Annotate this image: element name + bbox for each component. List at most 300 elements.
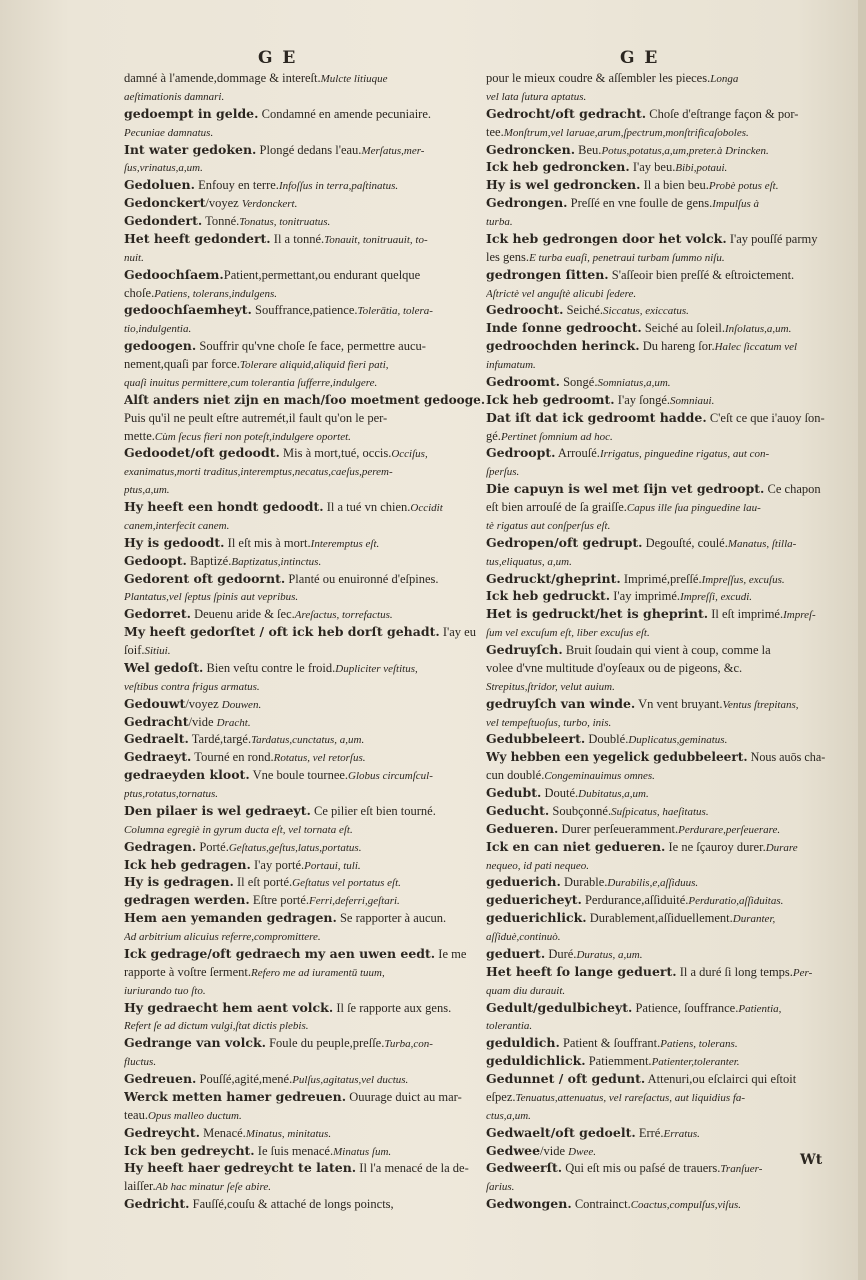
french-gloss: Preſſé en vne foulle de gens. <box>567 196 713 211</box>
latin-gloss: Ventus ſtrepitans, <box>722 698 799 711</box>
latin-gloss: Bibi,potaui. <box>675 162 728 175</box>
dictionary-entry-line <box>486 302 830 320</box>
headword: Gedroocht. <box>486 302 564 318</box>
latin-gloss: exanimatus,morti traditus,interemptus,necatus,caeſus,perem- <box>124 466 393 479</box>
dictionary-entry-line <box>124 213 488 231</box>
headword: Gedruckt/gheprint. <box>486 570 621 586</box>
french-gloss: Patient & ſouffrant. <box>559 1036 661 1051</box>
dictionary-entry-line <box>124 142 488 160</box>
french-gloss: Porté. <box>196 839 229 854</box>
latin-gloss: E turba euaſi, penetraui turbam ſummo niſu. <box>529 251 725 264</box>
latin-gloss: Minatus ſum. <box>333 1145 392 1158</box>
headword: gedrongen ſitten. <box>486 266 609 282</box>
latin-gloss: Cùm ſecus fieri non poteſt,indulgere oportet. <box>154 430 351 443</box>
dictionary-entry-line <box>124 660 488 678</box>
latin-gloss: Mulcte litiuque <box>320 73 388 85</box>
french-gloss: Durablement,aſſiduellement. <box>586 911 733 926</box>
latin-gloss: aſſiduè,continuò. <box>486 931 561 943</box>
latin-gloss: tio,indulgentia. <box>124 323 192 336</box>
french-gloss: cun doublé. <box>486 768 545 783</box>
french-gloss: Il a duré ſi long temps. <box>676 964 793 979</box>
headword: Dat iſt dat ick gedroomt hadde. <box>486 409 707 425</box>
french-gloss: tee. <box>486 124 504 139</box>
french-gloss: Enfouy en terre. <box>194 178 279 193</box>
dictionary-entry-line <box>124 106 488 124</box>
french-gloss: Degouſté, coulé. <box>642 535 728 550</box>
dictionary-entry-line <box>124 767 488 785</box>
right-column <box>486 70 830 1214</box>
french-gloss: Nous auōs cha- <box>747 750 826 765</box>
dictionary-entry-line <box>486 1053 830 1071</box>
headword: Gedoodet/oft gedoodt. <box>124 445 280 461</box>
french-gloss: Tourné en rond. <box>191 750 274 765</box>
headword: Gedorret. <box>124 606 191 622</box>
french-gloss: Il eſt porté. <box>233 875 293 890</box>
headword: Wy hebben een yegelick gedubbeleert. <box>486 750 748 765</box>
dictionary-entry-line <box>486 285 830 303</box>
dictionary-entry-line <box>124 785 488 803</box>
headword: gedroochden herinck. <box>486 338 640 354</box>
french-gloss: Ie ne ſçauroy durer. <box>665 839 766 854</box>
latin-gloss: Merſatus,mer- <box>361 144 425 157</box>
dictionary-entry-line <box>124 445 488 463</box>
headword: Alſt anders niet zijn en mach/ſoo moetment gedooge. <box>124 392 486 407</box>
french-gloss: Il a tonné. <box>270 231 325 246</box>
french-gloss: Deuenu aride & ſec. <box>190 607 295 622</box>
dictionary-entry-line <box>486 410 830 428</box>
french-gloss: Vne boule tournee. <box>249 768 349 783</box>
french-gloss: Patience, ſouffrance. <box>632 1000 739 1015</box>
french-gloss: Pouſſé,agité,mené. <box>196 1072 293 1086</box>
french-gloss: Condamné en amende pecuniaire. <box>258 106 431 121</box>
dictionary-entry-line <box>486 88 830 106</box>
latin-gloss: Pertinet ſomnium ad hoc. <box>500 430 613 443</box>
dictionary-entry-line <box>486 588 830 606</box>
headword: gedraeyden kloot. <box>124 767 250 783</box>
headword: Gedrocht/oft gedracht. <box>486 105 647 121</box>
dictionary-entry-line <box>486 642 830 660</box>
header-right-letters: G E <box>620 48 660 68</box>
dictionary-entry-line <box>486 249 830 267</box>
latin-gloss: Impreſ- <box>783 609 816 622</box>
dictionary-entry-line <box>124 285 488 303</box>
french-gloss: Fauſſé,couſu & attaché de longs poincts, <box>189 1197 394 1212</box>
french-gloss: I'ay ſongé. <box>614 392 671 407</box>
latin-gloss: Ab hac minatur ſeſe abire. <box>155 1181 271 1194</box>
french-gloss: ſoif. <box>124 643 145 657</box>
dictionary-entry-line <box>124 177 488 195</box>
dictionary-entry-line <box>486 767 830 785</box>
headword: Gedoopt. <box>124 552 187 568</box>
headword: Gedorent oft gedoornt. <box>124 570 286 586</box>
dictionary-entry-line <box>124 535 488 553</box>
french-gloss: I'ay eu <box>439 625 476 640</box>
dictionary-entry-line <box>486 910 830 928</box>
headword: Gedreuen. <box>124 1071 197 1086</box>
dictionary-entry-line <box>486 553 830 571</box>
headword: Gedrongen. <box>486 195 568 211</box>
dictionary-entry-line <box>124 481 488 499</box>
french-gloss: Patiemment. <box>585 1054 652 1069</box>
dictionary-entry-line <box>486 374 830 392</box>
headword: Ick en can niet gedueren. <box>486 838 666 854</box>
dictionary-entry-line <box>124 803 488 821</box>
dictionary-entry-line <box>124 964 488 982</box>
dictionary-entry-line <box>124 571 488 589</box>
dictionary-entry-line <box>486 785 830 803</box>
dictionary-entry-line <box>124 1125 488 1143</box>
dictionary-entry-line <box>486 714 830 732</box>
french-gloss: Seiché au ſoleil. <box>641 321 726 336</box>
dictionary-entry-line <box>486 696 830 714</box>
dictionary-entry-line <box>486 857 830 875</box>
french-gloss: Attenuri,ou eſclairci qui eſtoit <box>645 1072 797 1086</box>
french-gloss: Puis qu'il ne peult eſtre autremét,il fault qu'on le per- <box>124 410 388 425</box>
dictionary-entry-line <box>486 1000 830 1018</box>
latin-gloss: Douwen. <box>221 698 262 711</box>
dictionary-entry-line <box>486 428 830 446</box>
headword: Gedraelt. <box>124 731 189 747</box>
latin-gloss: Probè potus eſt. <box>708 180 779 193</box>
dictionary-entry-line <box>486 106 830 124</box>
french-gloss: pour le mieux coudre & aſſembler les pieces. <box>486 71 711 85</box>
french-gloss: eſt bien arrouſé de ſa graiſſe. <box>486 500 627 514</box>
latin-gloss: nequeo, id pati nequeo. <box>486 859 589 872</box>
dictionary-entry-line <box>486 964 830 982</box>
french-gloss: I'ay imprimé. <box>610 589 681 604</box>
dictionary-entry-line <box>486 463 830 481</box>
latin-gloss: Tenuatus,attenuatus, vel rareſactus, aut liquidius fa- <box>515 1091 746 1104</box>
latin-gloss: Durare <box>765 841 798 854</box>
dictionary-entry-line <box>124 88 488 106</box>
dictionary-entry-line <box>486 517 830 535</box>
dictionary-entry-line <box>124 642 488 660</box>
dictionary-entry-line <box>124 392 488 410</box>
headword: Gedult/gedulbicheyt. <box>486 999 633 1015</box>
latin-gloss: fluctus. <box>124 1056 157 1069</box>
dictionary-entry-line <box>124 463 488 481</box>
headword: gedruyſch van winde. <box>486 695 636 711</box>
dictionary-entry-line <box>124 1071 488 1089</box>
french-gloss: /voyez <box>185 696 222 711</box>
latin-gloss: Monſtrum,vel laruae,arum,ſpectrum,monſtrificaſoboles. <box>503 126 749 139</box>
dictionary-entry-line <box>486 124 830 142</box>
headword: Ick gedrage/oft gedraech my aen uwen eedt. <box>124 945 436 961</box>
dictionary-entry-line <box>486 874 830 892</box>
latin-gloss: Dubitatus,a,um. <box>578 788 649 800</box>
french-gloss: Se rapporter à aucun. <box>336 911 447 926</box>
latin-gloss: Ferri,deferri,geſtari. <box>309 895 400 908</box>
dictionary-entry-line <box>124 249 488 267</box>
latin-gloss: nuit. <box>124 251 144 264</box>
left-column <box>124 70 488 1214</box>
headword: Gedwaelt/oft gedoelt. <box>486 1124 636 1140</box>
dictionary-entry-line <box>486 231 830 249</box>
french-gloss: Durable. <box>560 875 608 890</box>
dictionary-entry-line <box>486 481 830 499</box>
latin-gloss: Minatus, minitatus. <box>245 1127 332 1140</box>
headword: Ick heb gedrongen door het volck. <box>486 230 727 246</box>
french-gloss: Duré. <box>545 946 577 961</box>
latin-gloss: Tranſuer- <box>720 1163 763 1176</box>
french-gloss: I'ay pouſſé parmy <box>726 231 818 246</box>
dictionary-entry-line <box>124 696 488 714</box>
latin-gloss: Perduratio,aſſiduitas. <box>688 895 784 908</box>
dictionary-entry-line <box>124 892 488 910</box>
dictionary-entry-line <box>486 1143 830 1161</box>
latin-gloss: tolerantia. <box>486 1020 533 1033</box>
french-gloss: Choſe d'eſtrange façon & por- <box>646 106 799 121</box>
dictionary-entry-line <box>486 338 830 356</box>
dictionary-entry-line <box>486 749 830 767</box>
headword: Geducht. <box>486 802 550 818</box>
dictionary-entry-line <box>486 142 830 160</box>
french-gloss: Mis à mort,tué, occis. <box>279 446 392 461</box>
headword: Gedropen/oft gedrupt. <box>486 534 643 550</box>
headword: Werck metten hamer gedreuen. <box>124 1088 347 1104</box>
latin-gloss: Patienter,toleranter. <box>651 1056 740 1069</box>
latin-gloss: Pulſus,agitatus,vel ductus. <box>292 1074 409 1086</box>
french-gloss: Erré. <box>635 1125 664 1140</box>
headword: Het heeft ſo lange geduert. <box>486 963 677 979</box>
headword: geduericheyt. <box>486 892 582 908</box>
dictionary-entry-line <box>124 1000 488 1018</box>
dictionary-entry-line <box>124 124 488 142</box>
latin-gloss: tus,eliquatus, a,um. <box>486 555 572 568</box>
headword: geduerichlick. <box>486 910 587 926</box>
french-gloss: I'ay porté. <box>250 857 305 872</box>
dictionary-entry-line <box>124 928 488 946</box>
french-gloss: Songé. <box>559 374 598 389</box>
latin-gloss: Inſolatus,a,um. <box>725 323 792 336</box>
french-gloss: Il eſt imprimé. <box>708 607 784 622</box>
latin-gloss: Longa <box>710 73 739 85</box>
latin-gloss: iuriurando tuo ſto. <box>124 984 206 997</box>
latin-gloss: ſus,vrinatus,a,um. <box>124 162 203 175</box>
headword: gedoochſaemheyt. <box>124 302 252 318</box>
french-gloss: les gens. <box>486 249 530 264</box>
dictionary-entry-line <box>124 410 488 428</box>
latin-gloss: Impreſſi, excudi. <box>680 591 753 604</box>
dictionary-entry-line <box>486 731 830 749</box>
latin-gloss: Per- <box>792 966 813 979</box>
latin-gloss: Ad arbitrium alicuius referre,compromittere. <box>124 931 321 943</box>
dictionary-entry-line <box>124 356 488 374</box>
latin-gloss: ptus,rotatus,tornatus. <box>124 788 219 800</box>
dictionary-entry-line <box>124 428 488 446</box>
french-gloss: laiſſer. <box>124 1179 156 1194</box>
dictionary-entry-line <box>486 1017 830 1035</box>
latin-gloss: Verdonckert. <box>241 198 298 211</box>
dictionary-entry-line <box>124 839 488 857</box>
latin-gloss: Tardatus,cunctatus, a,um. <box>251 734 365 747</box>
french-gloss: /vide <box>540 1143 569 1158</box>
headword: Gedrange van volck. <box>124 1035 266 1051</box>
latin-gloss: Patiens, tolerans,indulgens. <box>154 287 278 300</box>
latin-gloss: Patientia, <box>738 1002 782 1015</box>
headword: geduldich. <box>486 1035 560 1051</box>
dictionary-entry-line <box>486 213 830 231</box>
latin-gloss: ctus,a,um. <box>486 1109 531 1122</box>
headword: Gedracht <box>124 713 189 729</box>
headword: Gedroncken. <box>486 141 576 157</box>
french-gloss: Doublé. <box>585 732 629 747</box>
dictionary-entry-line <box>124 1107 488 1125</box>
french-gloss: Tardé,targé. <box>188 732 252 747</box>
dictionary-entry-line <box>486 624 830 642</box>
latin-gloss: vel tempeſtuoſus, turbo, inis. <box>486 716 612 729</box>
headword: Hy gedraecht hem aent volck. <box>124 999 334 1015</box>
latin-gloss: Coactus,compulſus,viſus. <box>630 1199 742 1212</box>
headword: geduldichlick. <box>486 1053 586 1069</box>
dictionary-entry-line <box>486 946 830 964</box>
latin-gloss: Plantatus,vel ſeptus ſpinis aut vepribus. <box>124 591 299 604</box>
headword: Hy is gedragen. <box>124 874 234 890</box>
headword: Gedondert. <box>124 213 203 228</box>
latin-gloss: Sitiui. <box>144 645 171 657</box>
french-gloss: choſe. <box>124 285 155 300</box>
headword: Ick heb gedroncken. <box>486 159 630 175</box>
dictionary-entry-line <box>124 946 488 964</box>
latin-gloss: Perdurare,perſeuerare. <box>678 823 781 836</box>
french-gloss: Ce pilier eſt bien tourné. <box>310 803 436 818</box>
french-gloss: eſpez. <box>486 1089 516 1104</box>
headword: My heeft gedorſtet / oft ick heb dorſt gehadt. <box>124 624 440 640</box>
latin-gloss: Erratus. <box>663 1127 700 1140</box>
latin-gloss: ſum vel excuſum eſt, liber excuſus eſt. <box>486 627 650 640</box>
latin-gloss: Columna egregiè in gyrum ducta eſt, vel tornata eſt. <box>124 823 353 836</box>
dictionary-entry-line <box>486 267 830 285</box>
headword: Hy heeft een hondt gedoodt. <box>124 499 324 514</box>
headword: Gedroomt. <box>486 373 560 389</box>
dictionary-entry-line <box>124 857 488 875</box>
dictionary-entry-line <box>486 928 830 946</box>
french-gloss: Perdurance,aſſiduité. <box>581 893 689 908</box>
french-gloss: Qui eſt mis ou paſsé de trauers. <box>562 1161 721 1176</box>
dictionary-entry-line <box>486 982 830 1000</box>
latin-gloss: Tolerātia, tolera- <box>357 305 433 318</box>
headword: Het heeft gedondert. <box>124 230 271 246</box>
latin-gloss: Rotatus, vel retorſus. <box>273 752 366 765</box>
dictionary-entry-line <box>124 267 488 285</box>
dictionary-entry-line <box>486 1071 830 1089</box>
dictionary-entry-line <box>124 195 488 213</box>
french-gloss: Patient,permettant,ou endurant quelque <box>223 267 421 282</box>
french-gloss: Il ſe rapporte aux gens. <box>333 1000 452 1015</box>
latin-gloss: Strepitus,ſtridor, velut auium. <box>486 680 615 693</box>
latin-gloss: Aſtrictè vel anguſtè alicubi ſedere. <box>486 287 637 300</box>
dictionary-entry-line <box>124 320 488 338</box>
french-gloss: /vide <box>188 714 217 729</box>
latin-gloss: Halec ſiccatum vel <box>714 341 798 354</box>
french-gloss: Seiché. <box>563 303 604 318</box>
headword: Hy heeft haer gedreycht te laten. <box>124 1160 357 1176</box>
latin-gloss: Geſtatus,geſtus,latus,portatus. <box>228 841 362 854</box>
dictionary-entry-line <box>124 678 488 696</box>
headword: Ick heb gedruckt. <box>486 588 611 604</box>
dictionary-entry-line <box>124 588 488 606</box>
latin-gloss: Somniatus,a,um. <box>597 376 671 389</box>
french-gloss: Durer perſeueramment. <box>558 821 679 836</box>
latin-gloss: Occiſus, <box>391 448 428 461</box>
headword: Gedweerſt. <box>486 1160 563 1176</box>
french-gloss: Il eſt mis à mort. <box>224 535 311 550</box>
headword: gedoogen. <box>124 338 197 354</box>
dictionary-entry-line <box>486 1035 830 1053</box>
dictionary-entry-line <box>124 821 488 839</box>
dictionary-entry-line <box>124 910 488 928</box>
dictionary-entry-line <box>124 499 488 517</box>
french-gloss: Imprimé,preſſé. <box>620 571 702 586</box>
latin-gloss: Manatus, ſtilla- <box>727 537 797 550</box>
latin-gloss: Durabilis,e,aſſiduus. <box>607 877 699 890</box>
latin-gloss: Globus circumſcul- <box>348 770 433 783</box>
dictionary-entry-line <box>124 1017 488 1035</box>
french-gloss: Souffrance,patience. <box>251 303 358 318</box>
headword: gedoempt in gelde. <box>124 105 259 121</box>
latin-gloss: Potus,potatus,a,um,preter.à Drincken. <box>601 144 769 157</box>
latin-gloss: vel lata ſutura aptatus. <box>486 90 587 103</box>
latin-gloss: Impulſus à <box>712 198 760 211</box>
headword: Gedroopt. <box>486 445 556 461</box>
dictionary-entry-line <box>486 892 830 910</box>
dictionary-entry-line <box>124 1196 488 1214</box>
headword: Gedricht. <box>124 1196 190 1212</box>
dictionary-entry-line <box>486 839 830 857</box>
dictionary-entry-line <box>124 159 488 177</box>
headword: Ick heb gedragen. <box>124 856 251 872</box>
headword: Gedonckert <box>124 195 206 211</box>
dictionary-entry-line <box>124 714 488 732</box>
dictionary-entry-line <box>124 731 488 749</box>
dictionary-entry-line <box>486 1196 830 1214</box>
french-gloss: nement,quaſi par force. <box>124 357 240 371</box>
latin-gloss: canem,interfecit canem. <box>124 519 230 532</box>
dictionary-entry-line <box>124 338 488 356</box>
french-gloss: Souffrir qu'vne choſe ſe face, permettre aucu- <box>196 339 426 354</box>
dictionary-entry-line <box>124 874 488 892</box>
dictionary-entry-line <box>124 1178 488 1196</box>
dictionary-entry-line <box>124 302 488 320</box>
dictionary-entry-line <box>486 1160 830 1178</box>
latin-gloss: Impreſſus, excuſus. <box>701 573 785 586</box>
running-header <box>0 48 866 70</box>
french-gloss: rapporte à voſtre ſerment. <box>124 964 252 979</box>
headword: Inde ſonne gedroocht. <box>486 320 642 336</box>
french-gloss: Planté ou enuironné d'eſpines. <box>285 571 439 586</box>
french-gloss: Baptizé. <box>186 553 232 568</box>
headword: Gedoluen. <box>124 177 195 193</box>
headword: Gedreycht. <box>124 1124 200 1140</box>
latin-gloss: quam diu durauit. <box>486 984 566 997</box>
latin-gloss: Areſactus, torrefactus. <box>294 609 393 622</box>
dictionary-entry-line <box>486 821 830 839</box>
french-gloss: Vn vent bruyant. <box>635 696 723 711</box>
headword: Wel gedoſt. <box>124 659 204 675</box>
headword: Gedwee <box>486 1142 541 1158</box>
headword: Gedueren. <box>486 820 559 836</box>
french-gloss: Ce chapon <box>764 482 821 497</box>
dictionary-entry-line <box>486 392 830 410</box>
dictionary-entry-line <box>124 749 488 767</box>
headword: Gedunnet / oft gedunt. <box>486 1071 646 1086</box>
headword: Ick ben gedreycht. <box>124 1142 255 1158</box>
headword: geduert. <box>486 945 546 961</box>
headword: Gedragen. <box>124 838 197 854</box>
dictionary-entry-line <box>486 571 830 589</box>
french-gloss: Soubçonné. <box>549 803 612 818</box>
latin-gloss: Occidit <box>410 502 443 514</box>
